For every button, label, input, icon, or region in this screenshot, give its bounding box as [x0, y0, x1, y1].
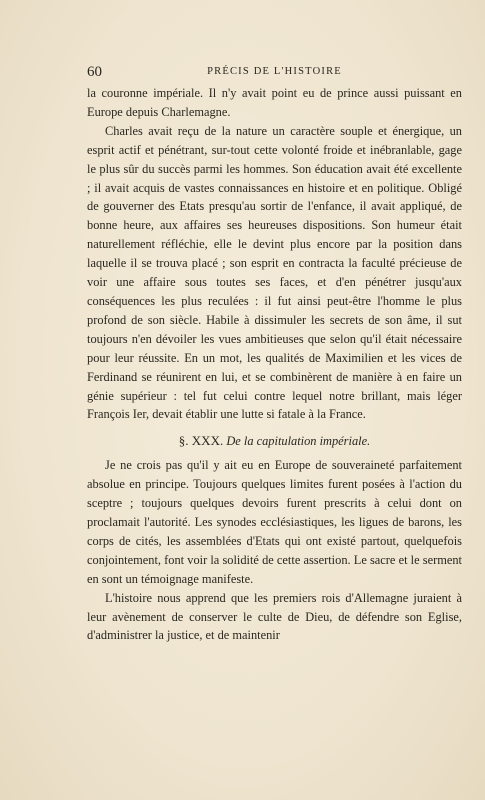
- section-title: De la capitulation impériale.: [226, 434, 371, 449]
- paragraph: L'histoire nous apprend que les premiers rois d'Allemagne juraient à leur avènement de conserver le culte de Dieu, de défendre son Eglise, d'administrer la justice, et de maintenir: [87, 590, 462, 643]
- page-number: 60: [87, 64, 102, 80]
- page-header: [87, 63, 462, 81]
- section-heading: [87, 430, 462, 452]
- body-text: [87, 84, 462, 645]
- running-title: PRÉCIS DE L'HISTOIRE: [207, 66, 342, 77]
- paragraph: Charles avait reçu de la nature un caractère souple et énergique, un esprit actif et pénétrant, sur-tout cette volonté froide et inébranlable, gage le plus sûr du succès parmi les hommes. Son éducation avait été excellente ; il avait acquis de vastes connaissances en histoire et en politique. Obligé de gouverner des Etats presqu'au sortir de l'enfance, il avait appliqué, de bonne heure, aux affaires ses heureuses dispositions. Son humeur était naturellement réfléchie, elle le devint plus encore par la position dans laquelle il se trouva placé ; son esprit en contracta la faculté précieuse de voir une affaire sous toutes ses faces, et d'en pénétrer jusqu'aux conséquences les plus reculées : il fut ainsi peut-être l'homme le plus profond de son siècle. Habile à dissimuler les secrets de son âme, il sut toujours n'en dévoiler les vues ambitieuses que selon qu'il était nécessaire pour leur réussite. En un mot, les qualités de Maximilien et les vices de Ferdinand se réunirent en lui, et se combinèrent de manière à en faire un génie supérieur : tel fut celui contre lequel notre brillant, mais léger François Ier, devait établir une lutte si fatale à la France.: [87, 123, 462, 422]
- section-number: §. XXX.: [178, 433, 224, 449]
- paragraph: Je ne crois pas qu'il y ait eu en Europe de souveraineté parfaitement absolue en principe. Toujours quelques limites furent posées à l'action du sceptre ; toujours quelques devoirs furent prescrits à celui dont on proclamait l'autorité. Les synodes ecclésiastiques, les ligues de barons, les corps de cités, les assemblées d'Etats qui ont existé partout, quelquefois conjointement, font voir la solidité de cette assertion. Le sacre et le serment en sont un témoignage manifeste.: [87, 458, 462, 586]
- paragraph: la couronne impériale. Il n'y avait point eu de prince aussi puissant en Europe depuis Charlemagne.: [87, 86, 462, 119]
